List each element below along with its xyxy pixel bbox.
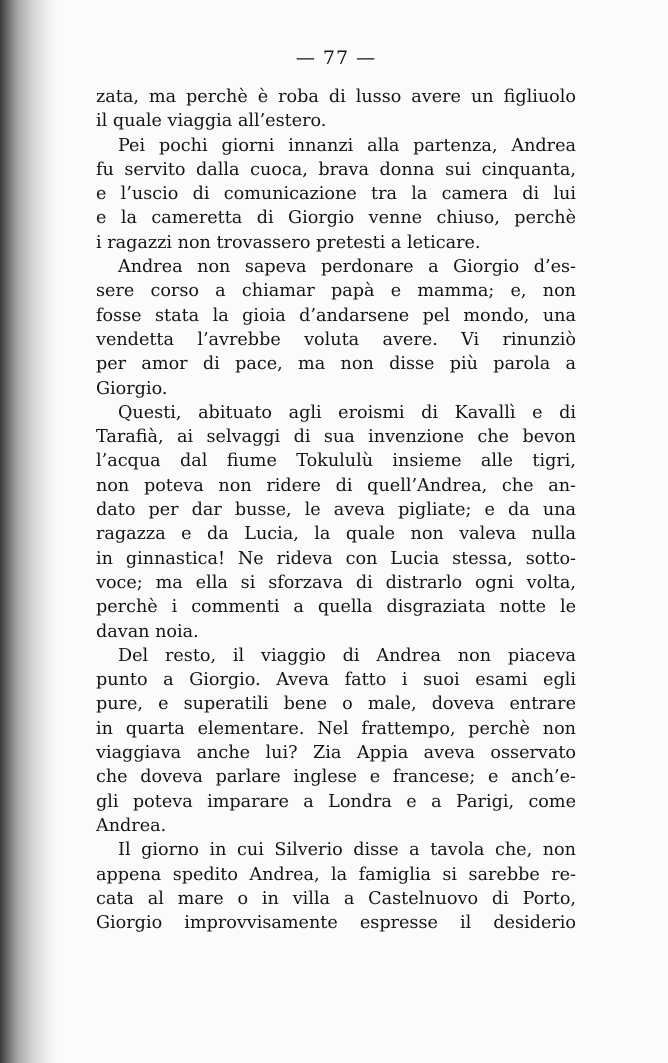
text-line: fu servito dalla cuoca, brava donna sui cinquanta,: [96, 159, 576, 180]
text-line: viaggiava anche lui? Zia Appia aveva osservato: [96, 743, 576, 764]
text-line: appena spedito Andrea, la famiglia si sarebbe re-: [96, 864, 576, 885]
text-line: zata, ma perchè è roba di lusso avere un figliuolo: [96, 87, 576, 107]
paragraph: [96, 85, 576, 134]
text-line: Andrea.: [96, 815, 167, 836]
page-number: — 77 —: [295, 47, 377, 69]
paragraph: [96, 255, 576, 401]
text-line: il quale viaggia all’estero.: [96, 111, 327, 132]
text-line: davan noia.: [96, 621, 199, 642]
text-line: Tarafià, ai selvaggi di sua invenzione che bevon: [96, 427, 576, 448]
text-line: Pei pochi giorni innanzi alla partenza, Andrea: [118, 135, 576, 156]
text-line: che doveva parlare inglese e francese; e anch’e-: [96, 767, 576, 788]
text-line: Del resto, il viaggio di Andrea non piaceva: [118, 645, 576, 666]
text-line: e l’uscio di comunicazione tra la camera di lui: [96, 184, 576, 205]
text-line: vendetta l’avrebbe voluta avere. Vi rinunziò: [96, 329, 576, 350]
book-binding-shadow: [0, 0, 58, 1063]
text-line: e la cameretta di Giorgio venne chiuso, perchè: [96, 208, 576, 229]
paragraph: [96, 134, 576, 255]
text-line: sere corso a chiamar papà e mamma; e, non: [96, 281, 576, 302]
paragraph: [96, 644, 576, 838]
paragraph: [96, 401, 576, 644]
text-line: dato per dar busse, le aveva pigliate; e da una: [96, 500, 576, 521]
text-line: in quarta elementare. Nel frattempo, perchè non: [96, 718, 576, 739]
text-line: Il giorno in cui Silverio disse a tavola che, non: [118, 840, 576, 861]
text-line: non poteva non ridere di quell’Andrea, che an-: [96, 475, 576, 496]
text-line: Andrea non sapeva perdonare a Giorgio d’es-: [118, 257, 576, 278]
paragraph: [96, 838, 576, 935]
text-line: in ginnastica! Ne rideva con Lucia stessa, sotto-: [96, 548, 576, 569]
text-line: Giorgio.: [96, 378, 168, 399]
text-line: gli poteva imparare a Londra e a Parigi, come: [96, 791, 576, 812]
text-line: voce; ma ella si sforzava di distrarlo ogni volta,: [96, 572, 576, 593]
text-line: cata al mare o in villa a Castelnuovo di Porto,: [96, 888, 576, 909]
text-line: Questi, abituato agli eroismi di Kavallì e di: [118, 402, 576, 423]
text-line: Giorgio improvvisamente espresse il desiderio: [96, 913, 576, 934]
text-line: fosse stata la gioia d’andarsene pel mondo, una: [96, 305, 576, 326]
text-line: i ragazzi non trovassero pretesti a leticare.: [96, 232, 481, 253]
text-line: ragazza e da Lucia, la quale non valeva nulla: [96, 524, 576, 545]
text-line: pure, e superatili bene o male, doveva entrare: [96, 694, 576, 715]
page-text: [96, 85, 576, 935]
text-line: perchè i commenti a quella disgraziata notte le: [96, 597, 576, 618]
book-page: [96, 45, 576, 935]
text-line: l’acqua dal fiume Tokululù insieme alle tigri,: [96, 451, 576, 472]
text-line: punto a Giorgio. Aveva fatto i suoi esami egli: [96, 670, 576, 691]
text-line: per amor di pace, ma non disse più parola a: [96, 354, 576, 375]
